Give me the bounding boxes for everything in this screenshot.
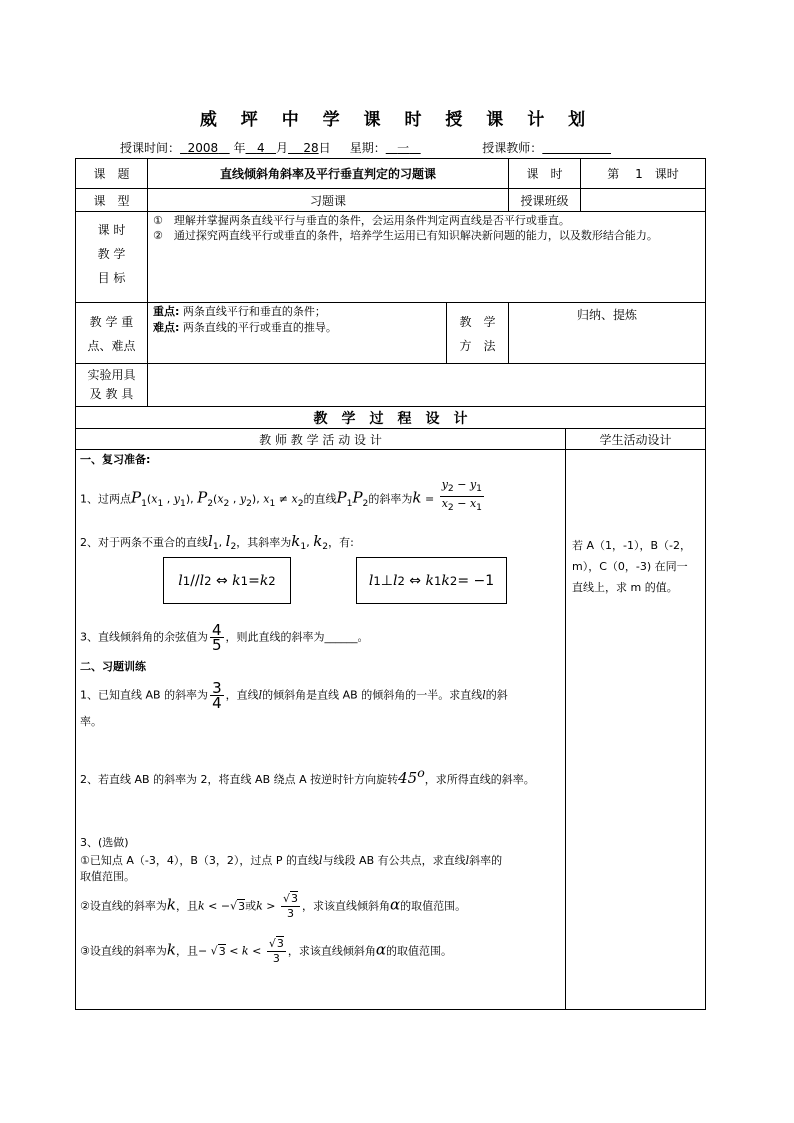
objective-1: ① 理解并掌握两条直线平行与垂直的条件，会运用条件判定两直线是否平行或垂直。 xyxy=(153,214,570,227)
question-3: 3、直线倾斜角的余弦值为 $\frac{4}{5}$ ，则此直线的斜率为______。 xyxy=(80,621,369,654)
section-exercise-title: 二、习题训练 xyxy=(80,660,146,673)
day-value: 28 xyxy=(303,141,319,155)
difficulty: 难点: 两条直线的平行或垂直的推导。 xyxy=(153,321,337,334)
page-title: 威 坪 中 学 课 时 授 课 计 划 xyxy=(199,110,595,130)
month-value: 4 xyxy=(256,141,265,155)
topic-label: 课 题 xyxy=(93,167,130,181)
info-line xyxy=(120,139,720,156)
teacher-label: 授课教师： xyxy=(482,141,543,155)
question-2: 2、对于两条不重合的直线$l_1$, $l_2$，其斜率为$k_1$, $k_2$，有: xyxy=(80,532,354,553)
key-point: 重点: 两条直线平行和垂直的条件； xyxy=(153,305,326,318)
exercise-3-1: ①已知点 A（-3，4），B（3，2），过点 P 的直线l与线段 AB 有公共点，求直线l斜率的 xyxy=(80,854,503,867)
month-unit: 月 xyxy=(276,141,289,155)
tools-label: 实验用具 及 教 具 xyxy=(87,368,136,401)
exercise-3-2: ②设直线的斜率为k，且k < −√3或k > $\frac{√3}{3}$ ，求该直线倾斜角α的取值范围。 xyxy=(80,892,467,920)
exercise-3-1-line-2: 取值范围。 xyxy=(80,870,135,883)
method-value: 归纳、提炼 xyxy=(576,308,637,322)
type-label: 课 型 xyxy=(93,193,130,208)
objective-label: 课 时 教 学 目 标 xyxy=(97,223,126,285)
key-label: 教 学 重 点、难点 xyxy=(87,315,136,353)
student-col-header: 学生活动设计 xyxy=(599,432,672,447)
exercise-1-line-2: 率。 xyxy=(80,715,102,728)
day-unit: 日 xyxy=(318,141,331,155)
exercise-1: 1、已知直线 AB 的斜率为 $\frac{3}{4}$ ，直线l的倾斜角是直线 AB 的倾斜角的一半。求直线l的斜 xyxy=(80,679,508,712)
class-label: 授课班级 xyxy=(520,193,569,208)
section-review-title: 一、复习准备: xyxy=(80,453,151,466)
teacher-col-header: 教 师 教 学 活 动 设 计 xyxy=(259,432,382,447)
topic-value: 直线倾斜角斜率及平行垂直判定的习题课 xyxy=(219,167,436,181)
weekday-value: 一 xyxy=(397,141,410,155)
year-unit: 年 xyxy=(233,141,246,155)
exercise-3-title: 3、(选做) xyxy=(80,836,129,849)
exercise-2: 2、若直线 AB 的斜率为 2，将直线 AB 绕点 A 按逆时针方向旋转45$^o$，求所得直线的斜率。 xyxy=(80,765,535,787)
weekday-label: 星期： xyxy=(349,141,386,155)
class-hours-label: 课 时 xyxy=(526,167,563,181)
parallel-condition-box: l 1 // l 2 ⇔ k 1 = k 2 xyxy=(163,557,291,604)
student-activity: 若 A（1，-1），B（-2， m），C（0，-3) 在同一 直线上，求 m 的值。 xyxy=(572,539,692,594)
class-hours-value: 第 1 课时 xyxy=(607,167,679,181)
method-label: 教 学 方 法 xyxy=(459,315,496,353)
process-title: 教 学 过 程 设 计 xyxy=(313,410,468,427)
type-value: 习题课 xyxy=(309,193,346,208)
perpendicular-condition-box: l 1 ⊥ l 2 ⇔ k 1 k 2 = −1 xyxy=(356,557,507,604)
question-1: 1、过两点$P_1(x_1$ , $y_1$), $P_2(x_2$ , $y_2$), $x_1 \ne x_2$的直线$P_1P_2$的斜率为k = $\frac{y_2 - y_1}{x_2 - x_1}$ xyxy=(80,478,482,514)
exercise-3-3: ③设直线的斜率为k，且− √3 < k < $\frac{√3}{3}$ ，求该直线倾斜角α的取值范围。 xyxy=(80,937,452,965)
objective-2: ② 通过探究两直线平行或垂直的条件，培养学生运用已有知识解决新问题的能力，以及数形结合能力。 xyxy=(153,229,658,242)
teacher-blank xyxy=(542,141,611,155)
year-value: 2008 xyxy=(187,141,219,155)
time-label: 授课时间： xyxy=(120,141,181,155)
